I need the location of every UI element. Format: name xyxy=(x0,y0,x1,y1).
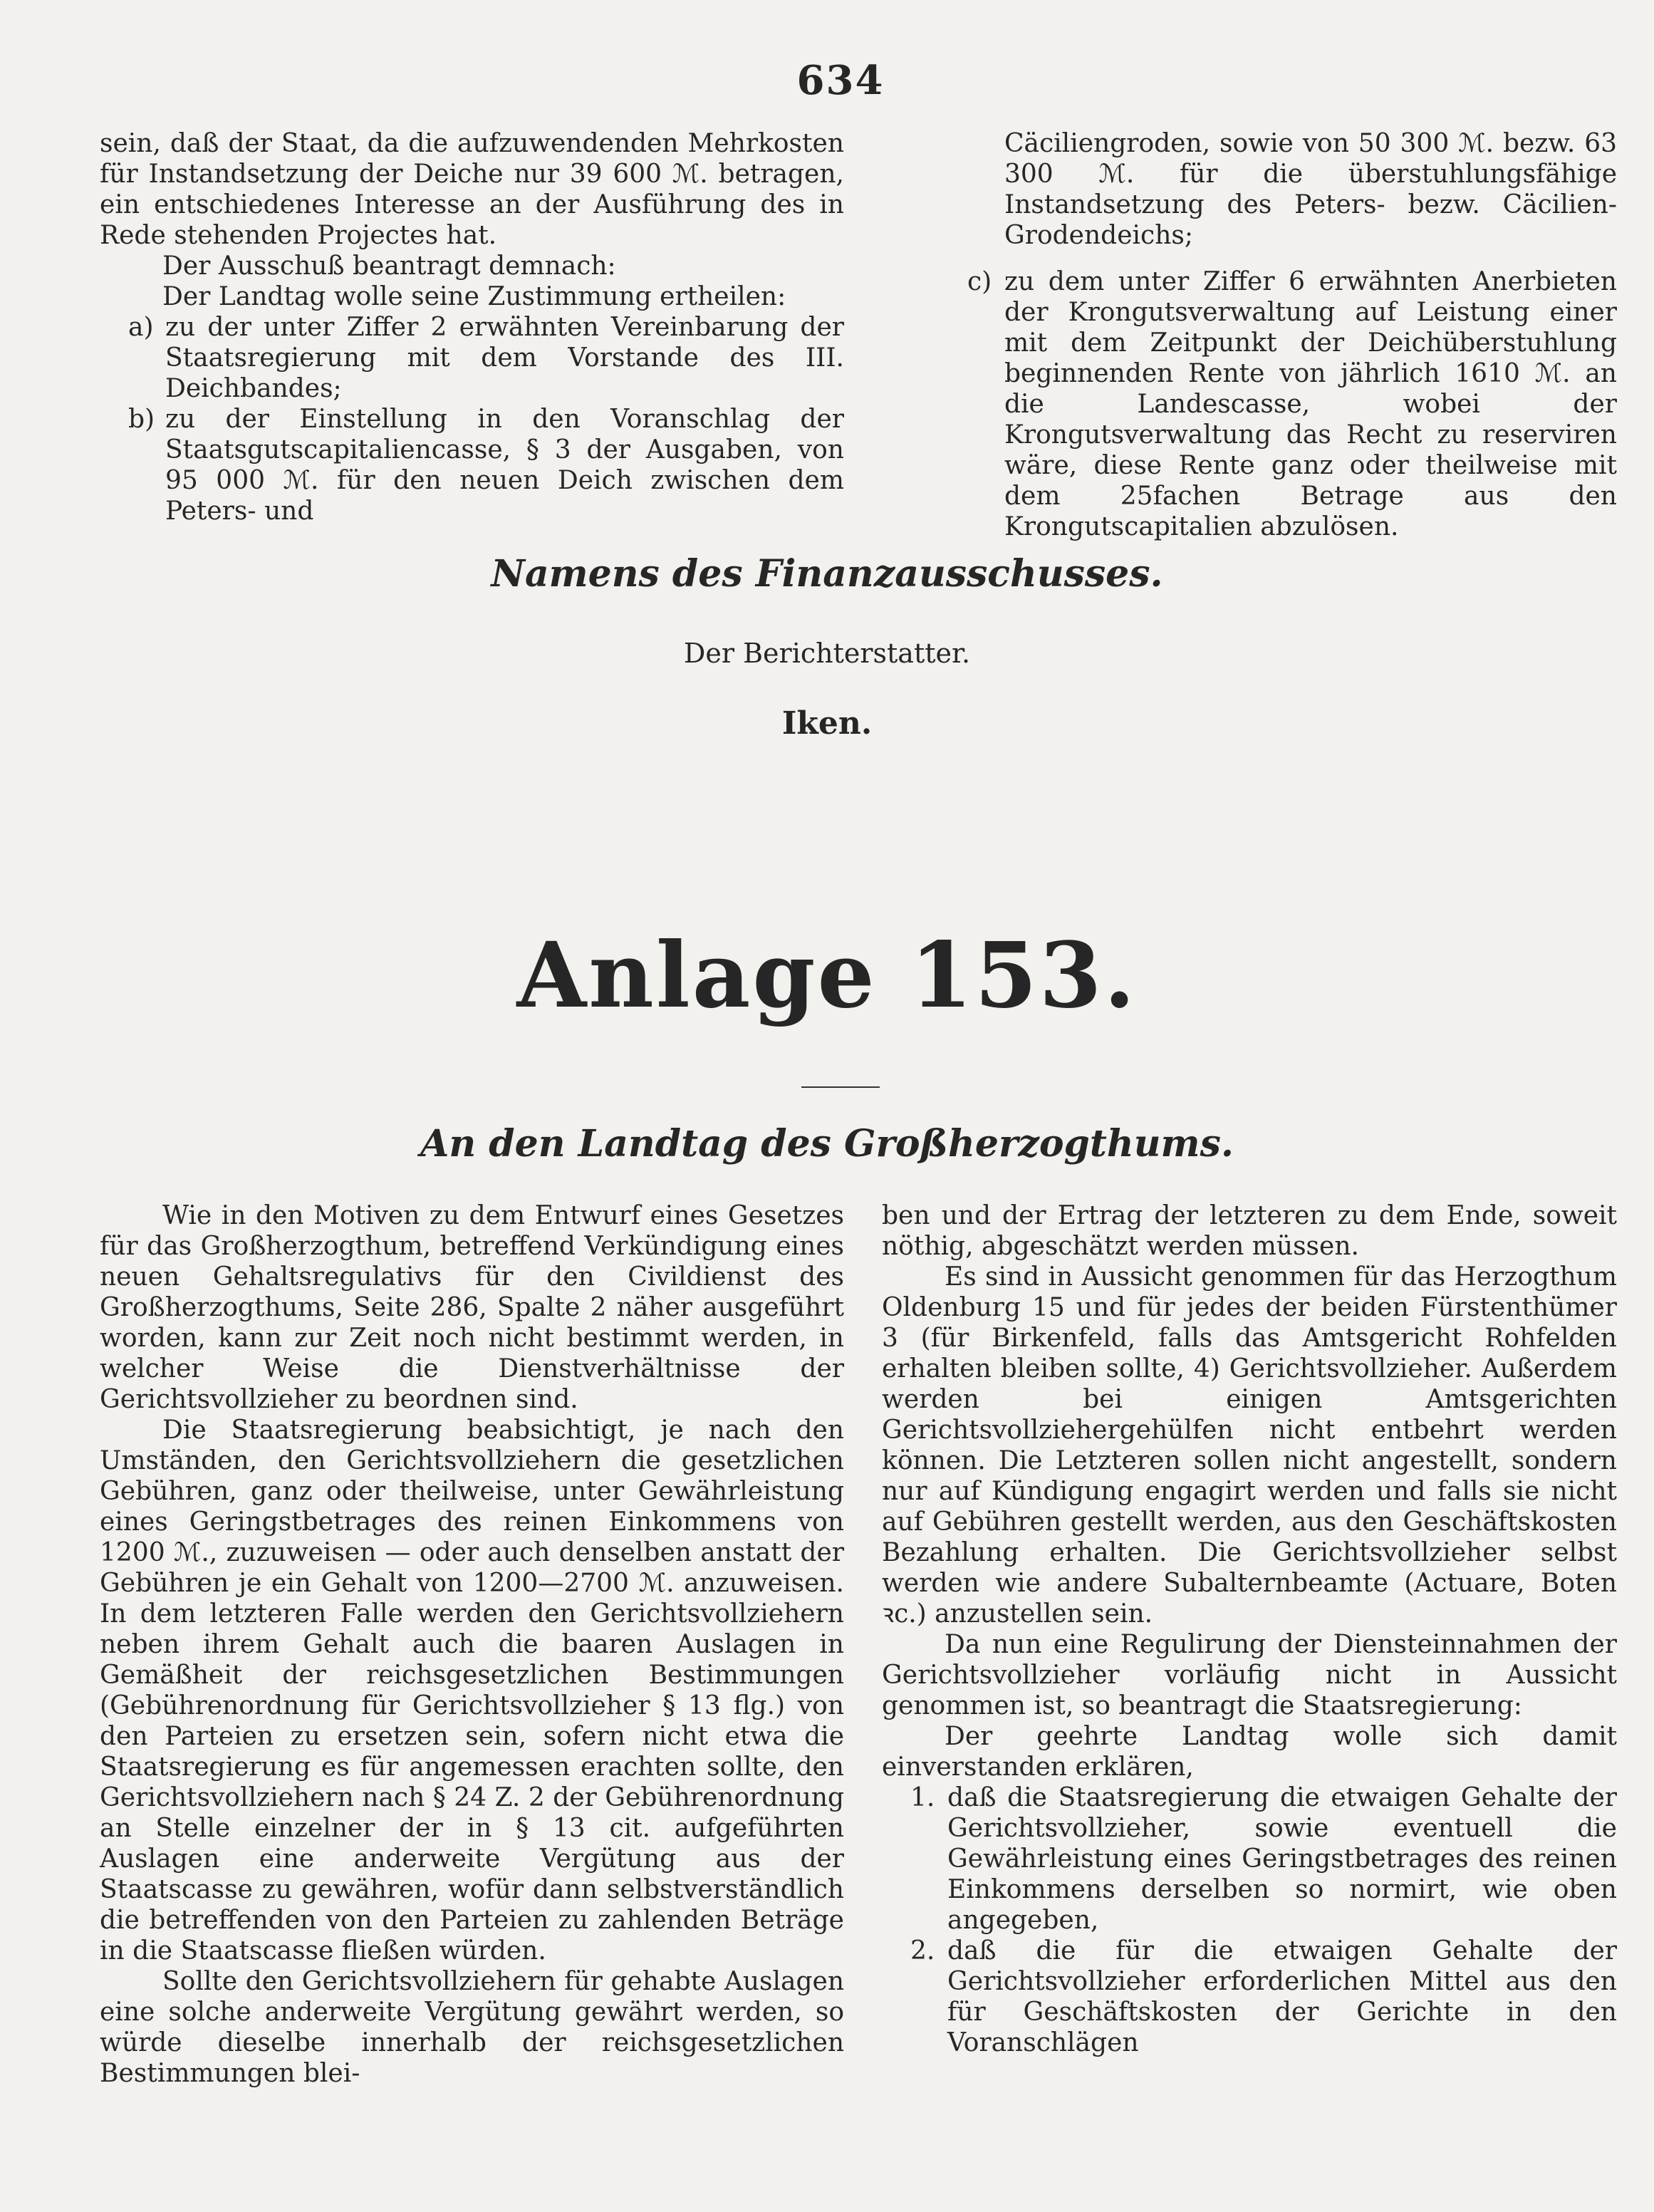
list-item-text: zu dem unter Ziffer 6 erwähnten Anerbieten der Krongutsverwaltung auf Leistung einer mit dem Zeitpunkt der Deichüberstuhlung beginnenden Rente von jährlich 1610 ℳ. an die Landescasse, wobei der Krongutsverwaltung das Recht zu reserviren wäre, diese Rente ganz oder theilweise mit dem 25fachen Betrage aus den Krongutscapitalien abzulösen. xyxy=(1004,267,1617,541)
list-marker: c) xyxy=(967,267,992,296)
top-right-column xyxy=(939,128,1617,542)
paragraph: ben und der Ertrag der letzteren zu dem Ende, soweit nöthig, abgeschätzt werden müssen. xyxy=(882,1201,1617,1261)
paragraph: Der Ausschuß beantragt demnach: xyxy=(162,251,616,281)
paragraph: Sollte den Gerichtsvollziehern für gehabte Auslagen eine solche anderweite Vergütung gewährt werden, so würde dieselbe innerhalb der reichsgesetzlichen Bestimmungen blei- xyxy=(100,1967,844,2088)
paragraph: sein, daß der Staat, da die aufzuwendenden Mehrkosten für Instandsetzung der Deiche nur 39 600 ℳ. betragen, ein entschiedenes Interesse an der Ausführung des in Rede stehenden Projectes hat. xyxy=(100,129,844,250)
paragraph: Da nun eine Regulirung der Diensteinnahmen der Gerichtsvollzieher vorläufig nicht in Aussicht genommen ist, so beantragt die Staatsregierung: xyxy=(882,1630,1617,1720)
list-item xyxy=(882,1782,1617,1936)
paragraph: Die Staatsregierung beabsichtigt, je nach den Umständen, den Gerichtsvollziehern die gesetzlichen Gebühren, ganz oder theilweise, unter Gewährleistung eines Geringstbetrages des reinen Einkommens von 1200 ℳ., zuzuweisen — oder auch denselben anstatt der Gebühren je ein Gehalt von 1200—2700 ℳ. anzuweisen. In dem letzteren Falle werden den Gerichtsvollziehern neben ihrem Gehalt auch die baaren Auslagen in Gemäßheit der reichsgesetzlichen Bestimmungen (Gebührenordnung für Gerichtsvollzieher § 13 flg.) von den Parteien zu ersetzen sein, sofern nicht etwa die Staatsregierung es für angemessen erachten sollte, den Gerichtsvollziehern nach § 24 Z. 2 der Gebührenordnung an Stelle einzelner der in § 13 cit. aufgeführten Auslagen eine anderweite Vergütung aus der Staatscasse zu gewähren, wofür dann selbstverständlich die betreffenden von den Parteien zu zahlenden Beträge in die Staatscasse fließen würden. xyxy=(100,1416,844,1966)
list-item-text: daß die für die etwaigen Gehalte der Gerichtsvollzieher erforderlichen Mittel aus den für Geschäftskosten der Gerichte in den Voranschlägen xyxy=(947,1936,1617,2057)
page-number: 634 xyxy=(796,57,885,104)
addressee-heading: An den Landtag des Großherzogthums. xyxy=(420,1122,1234,1165)
committee-signature: Namens des Finanzausschusses. xyxy=(491,552,1163,596)
list-item-text: daß die Staatsregierung die etwaigen Gehalte der Gerichtsvollzieher, sowie eventuell die Gewährleistung eines Geringstbetrages des reinen Einkommens derselben so normirt, wie oben angegeben, xyxy=(947,1783,1617,1935)
annex-title: Anlage 153. xyxy=(516,923,1138,1028)
paragraph: Es sind in Aussicht genommen für das Herzogthum Oldenburg 15 und für jedes der beiden Fürstenthümer 3 (für Birkenfeld, falls das Amtsgericht Rohfelden erhalten bleiben sollte, 4) Gerichtsvollzieher. Außerdem werden bei einigen Amtsgerichten Gerichtsvollziehergehülfen nicht entbehrt werden können. Die Letzteren sollen nicht angestellt, sondern nur auf Kündigung engagirt werden und falls sie nicht auf Gebühren gestellt werden, aus den Geschäftskosten Bezahlung erhalten. Die Gerichtsvollzieher selbst werden wie andere Subalternbeamte (Actuare, Boten ꝛc.) anzustellen sein. xyxy=(882,1262,1617,1629)
paragraph: Wie in den Motiven zu dem Entwurf eines Gesetzes für das Großherzogthum, betreffend Verkündigung eines neuen Gehaltsregulativs für den Civildienst des Großherzogthums, Seite 286, Spalte 2 näher ausgeführt worden, kann zur Zeit noch nicht bestimmt werden, in welcher Weise die Dienstverhältnisse der Gerichtsvollzieher zu beordnen sind. xyxy=(100,1201,844,1414)
body-right-column xyxy=(882,1200,1617,2058)
body-left-column xyxy=(100,1200,844,2089)
divider xyxy=(801,1086,880,1088)
list-item xyxy=(882,1936,1617,2058)
rapporteur-label: Der Berichterstatter. xyxy=(683,638,971,669)
list-marker: 2. xyxy=(910,1936,935,1966)
rapporteur-name: Iken. xyxy=(781,705,873,742)
motion-list xyxy=(882,1782,1617,2058)
paragraph: Cäciliengroden, sowie von 50 300 ℳ. bezw. 63 300 ℳ. für die überstuhlungsfähige Instandsetzung des Peters- bezw. Cäcilien-Grodendeichs; xyxy=(1004,129,1617,250)
list-item xyxy=(939,266,1617,542)
list-item-text: zu der unter Ziffer 2 erwähnten Vereinbarung der Staatsregierung mit dem Vorstande des III. Deichbandes; xyxy=(165,313,844,403)
top-left-column xyxy=(100,128,844,526)
list-marker: 1. xyxy=(910,1783,935,1812)
list-item-text: zu der Einstellung in den Voranschlag der Staatsgutscapitaliencasse, § 3 der Ausgaben, von 95 000 ℳ. für den neuen Deich zwischen dem Peters- und xyxy=(165,405,844,526)
list-marker: a) xyxy=(128,313,154,342)
list-marker: b) xyxy=(128,405,155,434)
list-item xyxy=(100,312,844,404)
motion-list xyxy=(100,312,844,526)
list-item xyxy=(100,404,844,526)
paragraph: Der Landtag wolle seine Zustimmung ertheilen: xyxy=(162,282,786,311)
paragraph: Der geehrte Landtag wolle sich damit einverstanden erklären, xyxy=(882,1722,1617,1782)
motion-list xyxy=(939,266,1617,542)
